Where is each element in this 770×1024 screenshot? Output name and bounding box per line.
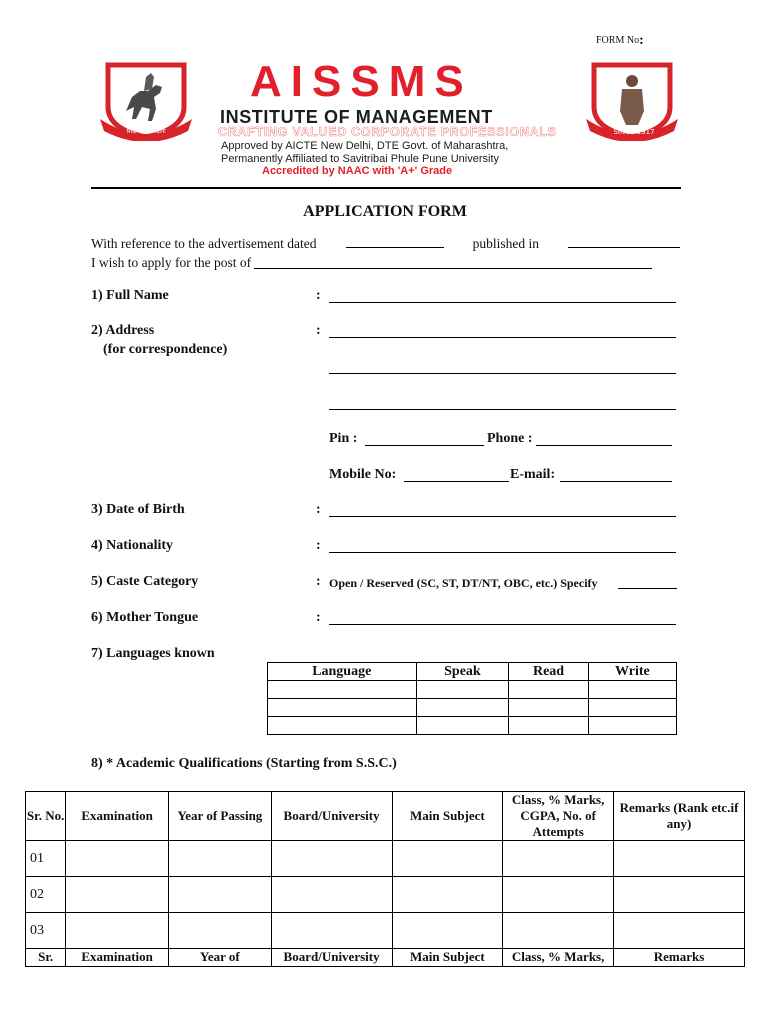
sr-repeat-header: Sr.: [26, 949, 66, 967]
language-cell[interactable]: [268, 717, 417, 735]
year-cell[interactable]: [168, 841, 271, 877]
mother-tongue-label: 6) Mother Tongue: [91, 610, 199, 625]
reference-text: [91, 234, 680, 272]
nationality-label: 4) Nationality: [91, 538, 174, 553]
examination-cell[interactable]: [66, 877, 169, 913]
published-in-field[interactable]: [568, 234, 680, 248]
left-emblem-ribbon-text: शिक्षणाय हस्तक्षेपः: [126, 128, 166, 135]
academic-header-row: [26, 792, 745, 841]
speak-cell[interactable]: [416, 681, 509, 699]
academic-repeat-header-row: [26, 949, 745, 967]
remarks-cell[interactable]: [614, 841, 745, 877]
academic-table: [25, 791, 745, 967]
remarks-cell[interactable]: [614, 877, 745, 913]
read-cell[interactable]: [509, 717, 588, 735]
language-cell[interactable]: [268, 699, 417, 717]
language-header: Language: [268, 663, 417, 681]
brand-name: AISSMS: [250, 57, 473, 106]
dob-field[interactable]: [329, 516, 676, 517]
post-label: I wish to apply for the post of: [91, 255, 252, 270]
accreditation-line: Accredited by NAAC with 'A+' Grade: [262, 165, 453, 177]
right-emblem-ribbon-text: SINCE 1917: [613, 128, 655, 136]
examination-repeat-header: Examination: [66, 949, 169, 967]
sr-no-cell: 03: [26, 913, 66, 949]
year-repeat-header: Year of: [168, 949, 271, 967]
address-line-2[interactable]: [329, 373, 676, 374]
remarks-repeat-header: Remarks: [614, 949, 745, 967]
board-cell[interactable]: [271, 841, 392, 877]
year-header: Year of Passing: [168, 792, 271, 841]
email-field[interactable]: [560, 481, 672, 482]
class-cell[interactable]: [503, 841, 614, 877]
sr-no-cell: 01: [26, 841, 66, 877]
read-cell[interactable]: [509, 699, 588, 717]
full-name-field[interactable]: [329, 302, 676, 303]
tagline: [218, 125, 557, 139]
form-number-label: FORM No: [596, 35, 640, 46]
address-colon: :: [316, 323, 321, 338]
sr-no-header: Sr. No.: [26, 792, 66, 841]
right-emblem-logo: [582, 61, 682, 141]
read-cell[interactable]: [509, 681, 588, 699]
caste-options: Open / Reserved (SC, ST, DT/NT, OBC, etc.) Specify: [329, 576, 598, 590]
dob-label: 3) Date of Birth: [91, 502, 185, 517]
write-header: Write: [588, 663, 676, 681]
phone-field[interactable]: [536, 445, 672, 446]
class-header: Class, % Marks, CGPA, No. of Attempts: [503, 792, 614, 841]
year-cell[interactable]: [168, 877, 271, 913]
reference-label: With reference to the advertisement dated: [91, 236, 317, 251]
address-line-3[interactable]: [329, 409, 676, 410]
write-cell[interactable]: [588, 699, 676, 717]
subject-cell[interactable]: [392, 841, 503, 877]
nationality-field[interactable]: [329, 552, 676, 553]
table-row: [26, 913, 745, 949]
dob-colon: :: [316, 502, 321, 517]
affiliation-line: Permanently Affiliated to Savitribai Phule Pune University: [221, 153, 499, 165]
remarks-cell[interactable]: [614, 913, 745, 949]
remarks-header: Remarks (Rank etc.if any): [614, 792, 745, 841]
mother-tongue-colon: :: [316, 610, 321, 625]
board-cell[interactable]: [271, 913, 392, 949]
subject-cell[interactable]: [392, 877, 503, 913]
pin-field[interactable]: [365, 445, 484, 446]
subject-header: Main Subject: [392, 792, 503, 841]
table-row: [268, 699, 677, 717]
address-label: 2) Address: [91, 323, 155, 338]
speak-cell[interactable]: [416, 717, 509, 735]
subject-repeat-header: Main Subject: [392, 949, 503, 967]
header-divider: [91, 187, 681, 189]
examination-header: Examination: [66, 792, 169, 841]
full-name-colon: :: [316, 288, 321, 303]
caste-label: 5) Caste Category: [91, 574, 199, 589]
class-repeat-header: Class, % Marks,: [503, 949, 614, 967]
write-cell[interactable]: [588, 717, 676, 735]
address-line-1[interactable]: [329, 337, 676, 338]
languages-table: [267, 662, 677, 735]
examination-cell[interactable]: [66, 913, 169, 949]
tagline-text: CRAFTING VALUED CORPORATE PROFESSIONALS: [218, 125, 557, 139]
class-cell[interactable]: [503, 913, 614, 949]
phone-label: Phone :: [487, 431, 533, 446]
institute-name: INSTITUTE OF MANAGEMENT: [220, 107, 493, 127]
published-in-label: published in: [472, 236, 539, 251]
read-header: Read: [509, 663, 588, 681]
class-cell[interactable]: [503, 877, 614, 913]
pin-label: Pin :: [329, 431, 358, 446]
table-row: [26, 841, 745, 877]
post-field[interactable]: [254, 255, 652, 269]
form-number-colon: :: [639, 33, 644, 48]
sr-no-cell: 02: [26, 877, 66, 913]
address-sublabel: (for correspondence): [103, 342, 228, 357]
mobile-field[interactable]: [404, 481, 509, 482]
languages-label: 7) Languages known: [91, 646, 215, 661]
year-cell[interactable]: [168, 913, 271, 949]
board-header: Board/University: [271, 792, 392, 841]
caste-specify-field[interactable]: [618, 588, 677, 589]
academic-label: 8) * Academic Qualifications (Starting from S.S.C.): [91, 756, 397, 771]
page-title: APPLICATION FORM: [303, 203, 467, 220]
board-repeat-header: Board/University: [271, 949, 392, 967]
left-emblem-logo: [96, 61, 196, 141]
form-number: [596, 33, 644, 49]
table-row: [26, 877, 745, 913]
subject-cell[interactable]: [392, 913, 503, 949]
languages-header-row: [268, 663, 677, 681]
nationality-colon: :: [316, 538, 321, 553]
full-name-label: 1) Full Name: [91, 288, 169, 303]
email-label: E-mail:: [510, 467, 556, 482]
language-cell[interactable]: [268, 681, 417, 699]
write-cell[interactable]: [588, 681, 676, 699]
speak-cell[interactable]: [416, 699, 509, 717]
examination-cell[interactable]: [66, 841, 169, 877]
table-row: [268, 681, 677, 699]
board-cell[interactable]: [271, 877, 392, 913]
caste-colon: :: [316, 574, 321, 589]
speak-header: Speak: [416, 663, 509, 681]
approval-line: Approved by AICTE New Delhi, DTE Govt. of Maharashtra,: [221, 140, 509, 152]
advertisement-date-field[interactable]: [346, 234, 444, 248]
mother-tongue-field[interactable]: [329, 624, 676, 625]
mobile-label: Mobile No:: [329, 467, 397, 482]
table-row: [268, 717, 677, 735]
